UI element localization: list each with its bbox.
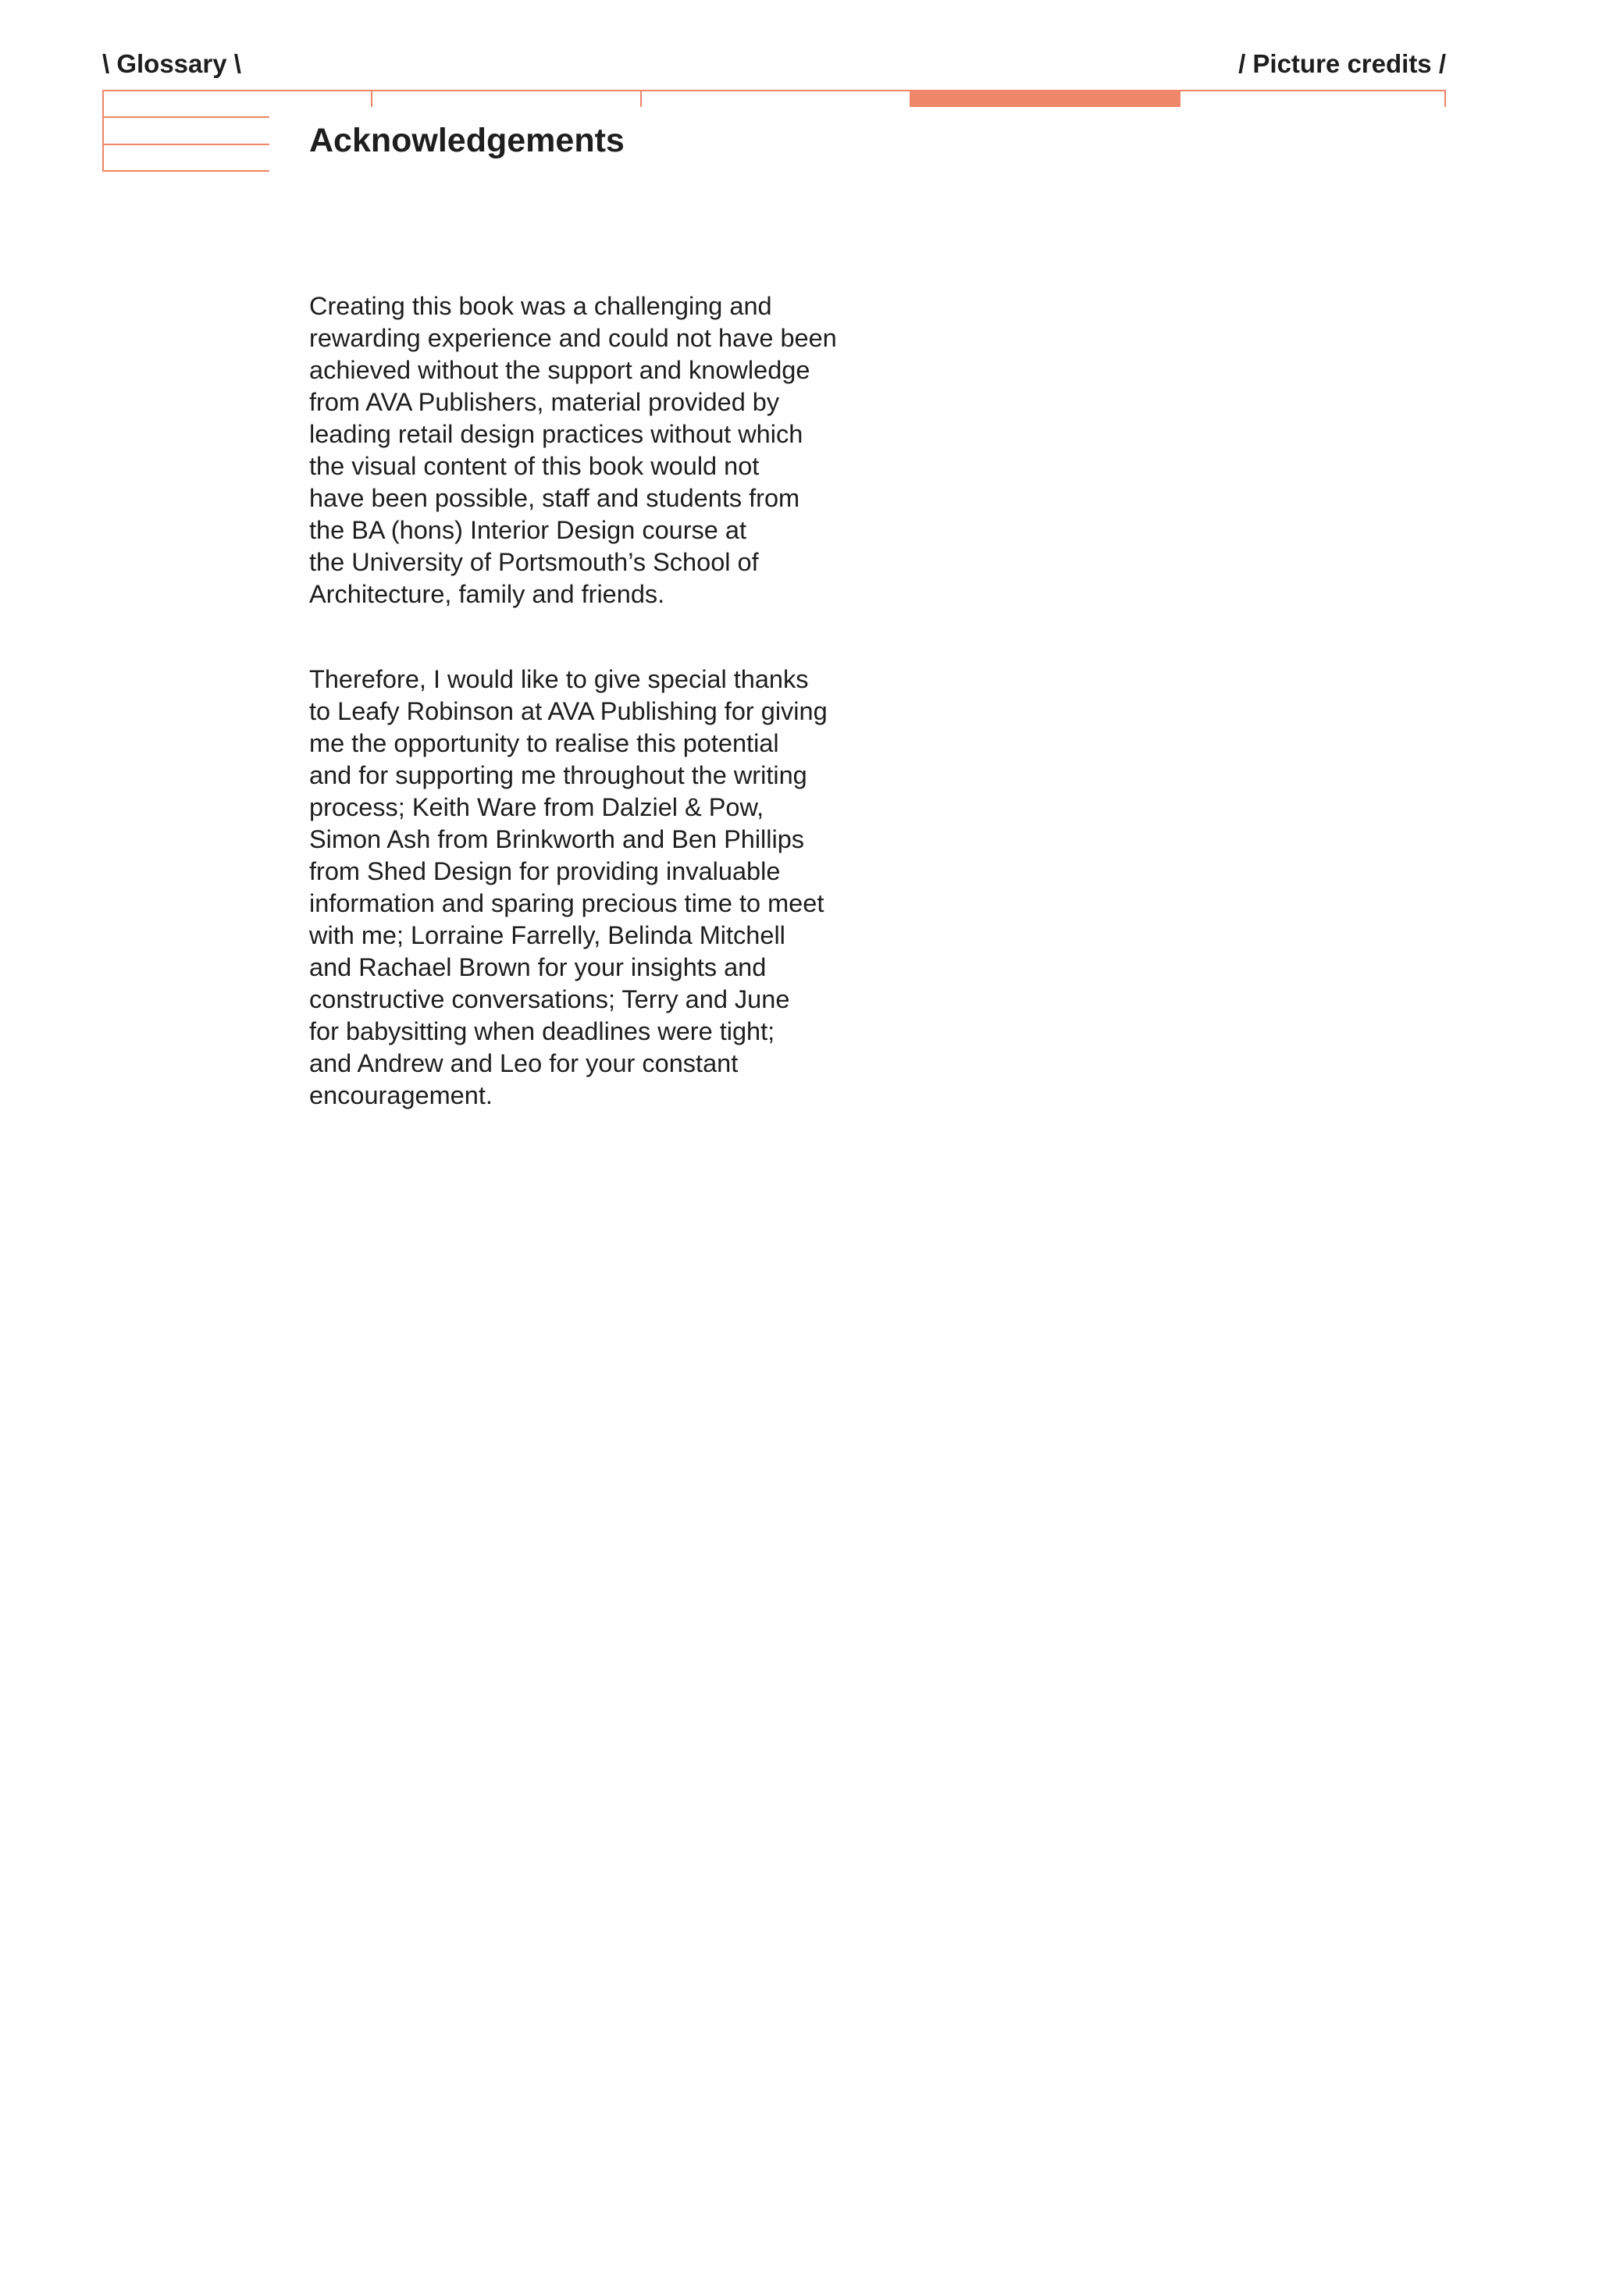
section-nav-divider-1	[102, 90, 104, 172]
paragraph-2	[309, 664, 871, 1112]
picture-credits-link[interactable]: / Picture credits /	[1238, 49, 1446, 78]
section-nav-divider-2	[371, 90, 372, 107]
text-line: encouragement.	[309, 1081, 493, 1109]
paragraph-1	[309, 290, 871, 610]
text-line: from AVA Publishers, material provided by	[309, 388, 780, 416]
subsection-rule-1	[102, 116, 269, 118]
text-line: the University of Portsmouth’s School of	[309, 548, 759, 576]
text-line: have been possible, staff and students from	[309, 484, 800, 512]
section-nav-divider-6	[1444, 90, 1446, 107]
subsection-rule-3	[102, 170, 269, 172]
text-line: achieved without the support and knowledge	[309, 356, 810, 384]
section-nav-divider-3	[640, 90, 642, 107]
text-line: Architecture, family and friends.	[309, 580, 665, 608]
text-line: from Shed Design for providing invaluable	[309, 857, 781, 885]
text-line: and Andrew and Leo for your constant	[309, 1049, 739, 1077]
text-line: to Leafy Robinson at AVA Publishing for giving	[309, 697, 828, 725]
text-line: Simon Ash from Brinkworth and Ben Phillips	[309, 825, 805, 853]
text-line: and for supporting me throughout the writing	[309, 761, 807, 789]
section-nav-top-rule	[102, 90, 1446, 91]
text-line: and Rachael Brown for your insights and	[309, 953, 767, 981]
glossary-link[interactable]: \ Glossary \	[102, 49, 241, 78]
text-line: process; Keith Ware from Dalziel & Pow,	[309, 793, 764, 821]
text-line: with me; Lorraine Farrelly, Belinda Mitchell	[309, 921, 785, 949]
section-navigation-bar	[102, 90, 1446, 172]
section-nav-divider-5	[1179, 90, 1181, 107]
text-line: the visual content of this book would not	[309, 452, 760, 480]
text-line: information and sparing precious time to meet	[309, 889, 824, 917]
page-title: Acknowledgements	[309, 122, 625, 159]
text-line: Therefore, I would like to give special thanks	[309, 665, 809, 693]
text-line: leading retail design practices without which	[309, 420, 803, 448]
text-line: for babysitting when deadlines were tight;	[309, 1017, 775, 1045]
text-line: Creating this book was a challenging and	[309, 292, 772, 320]
subsection-rule-2	[102, 144, 269, 145]
text-line: the BA (hons) Interior Design course at	[309, 516, 747, 544]
text-line: me the opportunity to realise this potential	[309, 729, 779, 757]
text-line: constructive conversations; Terry and June	[309, 985, 790, 1013]
text-line: rewarding experience and could not have been	[309, 324, 837, 352]
acknowledgements-body	[309, 290, 871, 1165]
section-nav-active-segment[interactable]	[910, 90, 1179, 107]
